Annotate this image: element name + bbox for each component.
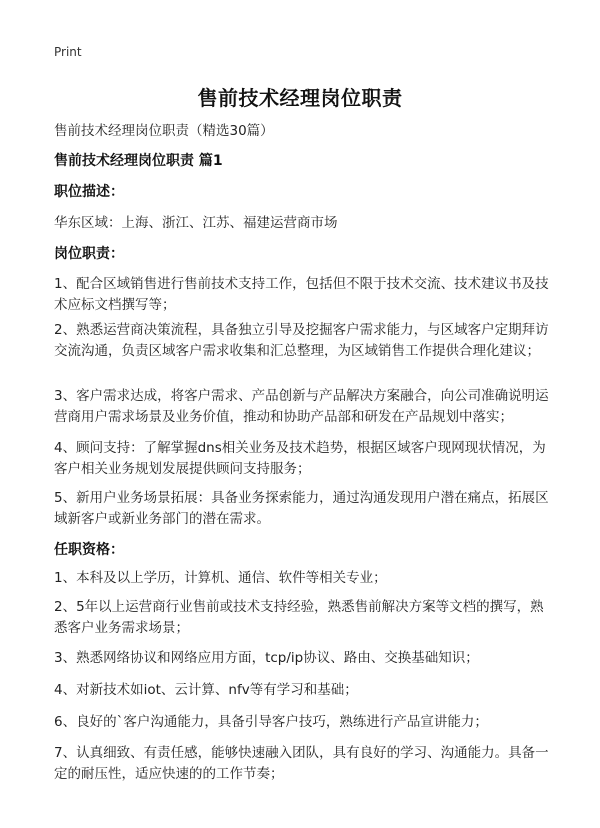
- document-subtitle: 售前技术经理岗位职责（精选30篇）: [54, 123, 274, 139]
- qualification-item: 4、对新技术如iot、云计算、nfv等有学习和基础；: [54, 682, 358, 698]
- job-description-heading: 职位描述：: [54, 184, 124, 200]
- responsibility-item: 1、配合区域销售进行售前技术支持工作，包括但不限于技术交流、技术建议书及技术应标文档撰写等；: [54, 276, 549, 313]
- qualification-item: 6、良好的`客户沟通能力，具备引导客户技巧，熟练进行产品宣讲能力；: [54, 714, 488, 730]
- document-title: 售前技术经理岗位职责: [197, 86, 403, 110]
- qualifications-heading: 任职资格：: [54, 542, 124, 558]
- qualification-item: 3、熟悉网络协议和网络应用方面，tcp/ip协议、路由、交换基础知识；: [54, 650, 479, 666]
- responsibility-item: 5、新用户业务场景拓展：具备业务探索能力，通过沟通发现用户潜在痛点，拓展区域新客户或新业务部门的潜在需求。: [54, 490, 549, 527]
- print-label[interactable]: Print: [54, 45, 82, 59]
- qualification-item: 2、5年以上运营商行业售前或技术支持经验，熟悉售前解决方案等文档的撰写，熟悉客户业务需求场景；: [54, 599, 544, 636]
- responsibility-item: 4、顾问支持：了解掌握dns相关业务及技术趋势，根据区域客户现网现状情况，为客户相关业务规划发展提供顾问支持服务；: [54, 440, 546, 477]
- responsibility-item: 3、客户需求达成，将客户需求、产品创新与产品解决方案融合，向公司准确说明运营商用户需求场景及业务价值，推动和协助产品部和研发在产品规划中落实；: [54, 388, 549, 425]
- qualification-item: 7、认真细致、有责任感，能够快速融入团队，具有良好的学习、沟通能力。具备一定的耐压性，适应快速的的工作节奏；: [54, 745, 549, 782]
- responsibilities-heading: 岗位职责：: [54, 246, 124, 262]
- job-description-text: 华东区域：上海、浙江、江苏、福建运营商市场: [54, 215, 338, 231]
- section-title: 售前技术经理岗位职责 篇1: [54, 153, 223, 169]
- qualification-item: 1、本科及以上学历，计算机、通信、软件等相关专业；: [54, 570, 387, 586]
- responsibility-item: 2、熟悉运营商决策流程，具备独立引导及挖掘客户需求能力，与区域客户定期拜访交流沟通，负责区域客户需求收集和汇总整理，为区域销售工作提供合理化建议；: [54, 322, 549, 359]
